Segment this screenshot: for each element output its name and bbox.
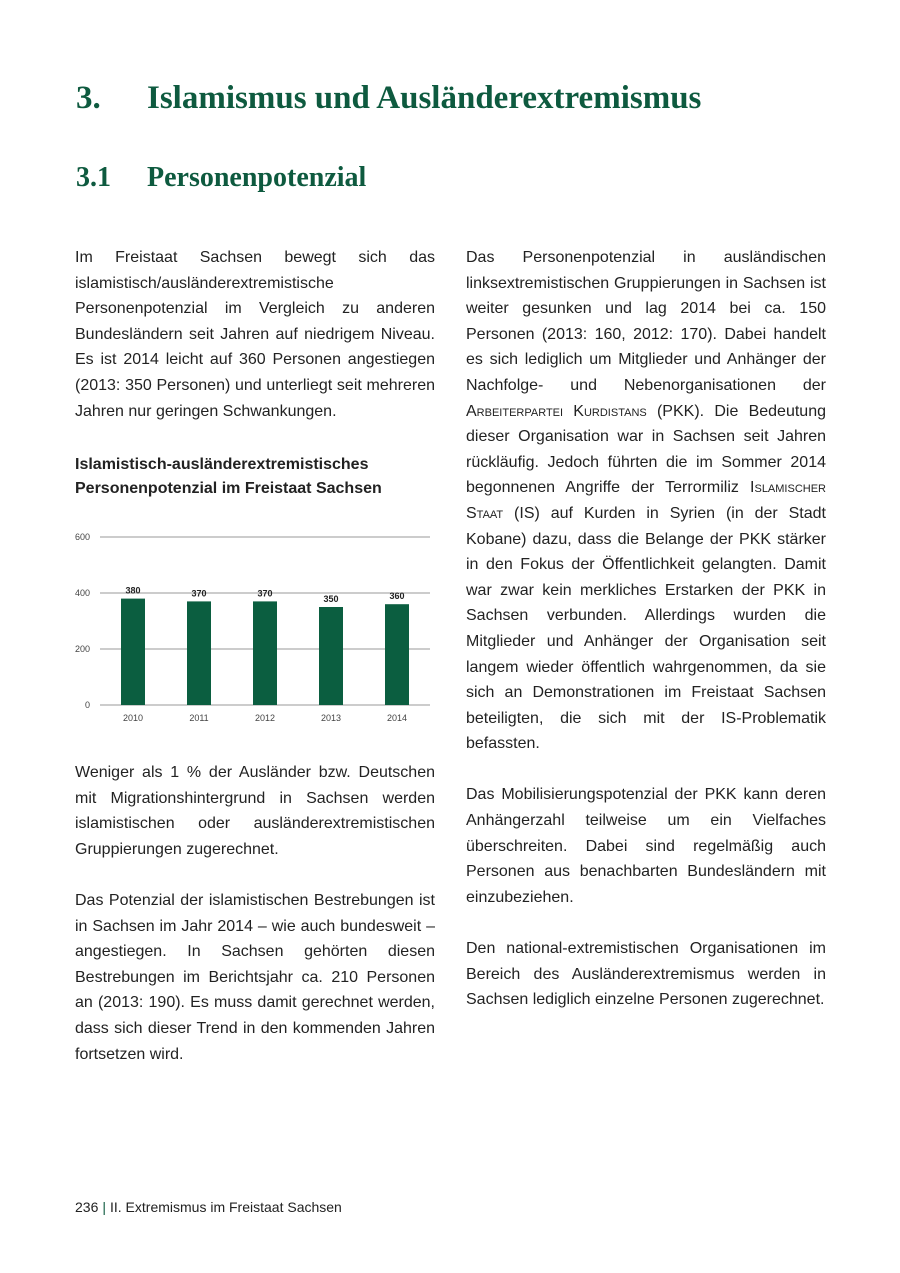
bar — [385, 604, 409, 705]
data-label: 350 — [323, 594, 339, 604]
text-run: (IS) auf Kurden in Syrien (in der Stadt Kobane) dazu, dass die Belange der PKK stärker in den Fokus der Öffentlichkeit gelangten. Damit war zwar kein merkliches Erstarken der PKK in Sachsen verbunden. Allerdings wurden die Mitglieder und Anhänger der Organisation seit langem wieder öffentlich wahrgenommen, da sie sich an Demonstrationen im Freistaat Sachsen beteiligten, die sich mit der IS-Problematik befassten. — [466, 504, 826, 753]
footer-section: II. Extremismus im Freistaat Sachsen — [110, 1199, 342, 1215]
x-tick-label: 2014 — [386, 713, 408, 723]
chart-title-line: Personenpotenzial im Freistaat Sachsen — [75, 480, 382, 497]
x-tick-label: 2010 — [122, 713, 144, 723]
footer-separator: | — [102, 1199, 106, 1215]
bar — [121, 599, 145, 705]
text-run: (PKK). Die Bedeutung dieser Organisation war in Sachsen seit Jahren rückläufig. Jedoch führten die im Sommer 2014 begonnenen Angriffe der Terrormiliz — [466, 402, 826, 497]
bar-chart — [60, 525, 440, 735]
chapter-number: 3. — [76, 80, 101, 116]
page-footer — [75, 1199, 342, 1215]
left-column-lower — [75, 760, 435, 1093]
y-tick-label: 0 — [84, 700, 90, 710]
text-run: Das Personenpotenzial in ausländischen linksextremistischen Gruppierungen in Sachsen ist weiter gesunken und lag 2014 bei ca. 150 Personen (2013: 160, 2012: 170). Dabei handelt es sich lediglich um Mitglieder und Anhänger der Nachfolge- und Nebenorganisationen der — [466, 249, 826, 394]
paragraph: Das Mobilisierungspotenzial der PKK kann deren Anhängerzahl teilweise um ein Vielfaches überschreiten. Dabei sind regelmäßig auch Personen aus benachbarten Bundesländern mit einzubeziehen. — [466, 786, 826, 906]
chart-title — [75, 453, 435, 501]
left-column — [75, 245, 435, 450]
paragraph — [466, 245, 826, 757]
chapter-heading — [76, 80, 701, 117]
x-tick-label: 2012 — [254, 713, 276, 723]
org-name: Islamischer Staat — [466, 479, 826, 522]
paragraph: Den national-extremistischen Organisationen im Bereich des Ausländerextremismus werden in Sachsen lediglich einzelne Personen zugerechnet. — [466, 940, 826, 1009]
org-name: Arbeiterpartei Kurdistans — [466, 402, 647, 420]
paragraph: Im Freistaat Sachsen bewegt sich das islamistisch/ausländerextremistische Personenpotenzial im Vergleich zu anderen Bundesländern seit Jahren auf niedrigem Niveau. Es ist 2014 leicht auf 360 Personen angestiegen (2013: 350 Personen) und unterliegt seit mehreren Jahren nur geringen Schwankungen. — [75, 249, 435, 420]
x-tick-label: 2011 — [189, 713, 209, 723]
page-number: 236 — [75, 1199, 99, 1215]
bar — [253, 601, 277, 705]
data-label: 380 — [125, 585, 141, 596]
x-tick-label: 2013 — [320, 713, 342, 723]
paragraph: Das Potenzial der islamistischen Bestrebungen ist in Sachsen im Jahr 2014 – wie auch bundesweit – angestiegen. In Sachsen gehörten diesen Bestrebungen im Berichtsjahr ca. 210 Personen an (2013: 190). Es muss damit gerechnet werden, dass sich dieser Trend in den kommenden Jahren fortsetzen wird. — [75, 891, 435, 1063]
paragraph: Weniger als 1 % der Ausländer bzw. Deutschen mit Migrationshintergrund in Sachsen werden islamistischen oder ausländerextremistischen Gruppierungen zugerechnet. — [75, 764, 435, 858]
bar — [319, 607, 343, 705]
bar — [187, 601, 211, 705]
data-label: 370 — [191, 588, 207, 599]
right-column — [466, 245, 826, 1038]
y-tick-label: 600 — [74, 532, 90, 542]
y-tick-label: 400 — [74, 588, 90, 598]
chapter-title: Islamismus und Ausländerextremismus — [147, 80, 702, 116]
section-title: Personenpotenzial — [147, 162, 367, 193]
chart-title-line: Islamistisch-ausländerextremistisches — [75, 456, 369, 473]
y-tick-label: 200 — [74, 644, 90, 654]
data-label: 370 — [257, 588, 273, 599]
section-heading — [76, 162, 366, 194]
section-number: 3.1 — [76, 162, 111, 193]
data-label: 360 — [389, 591, 405, 602]
